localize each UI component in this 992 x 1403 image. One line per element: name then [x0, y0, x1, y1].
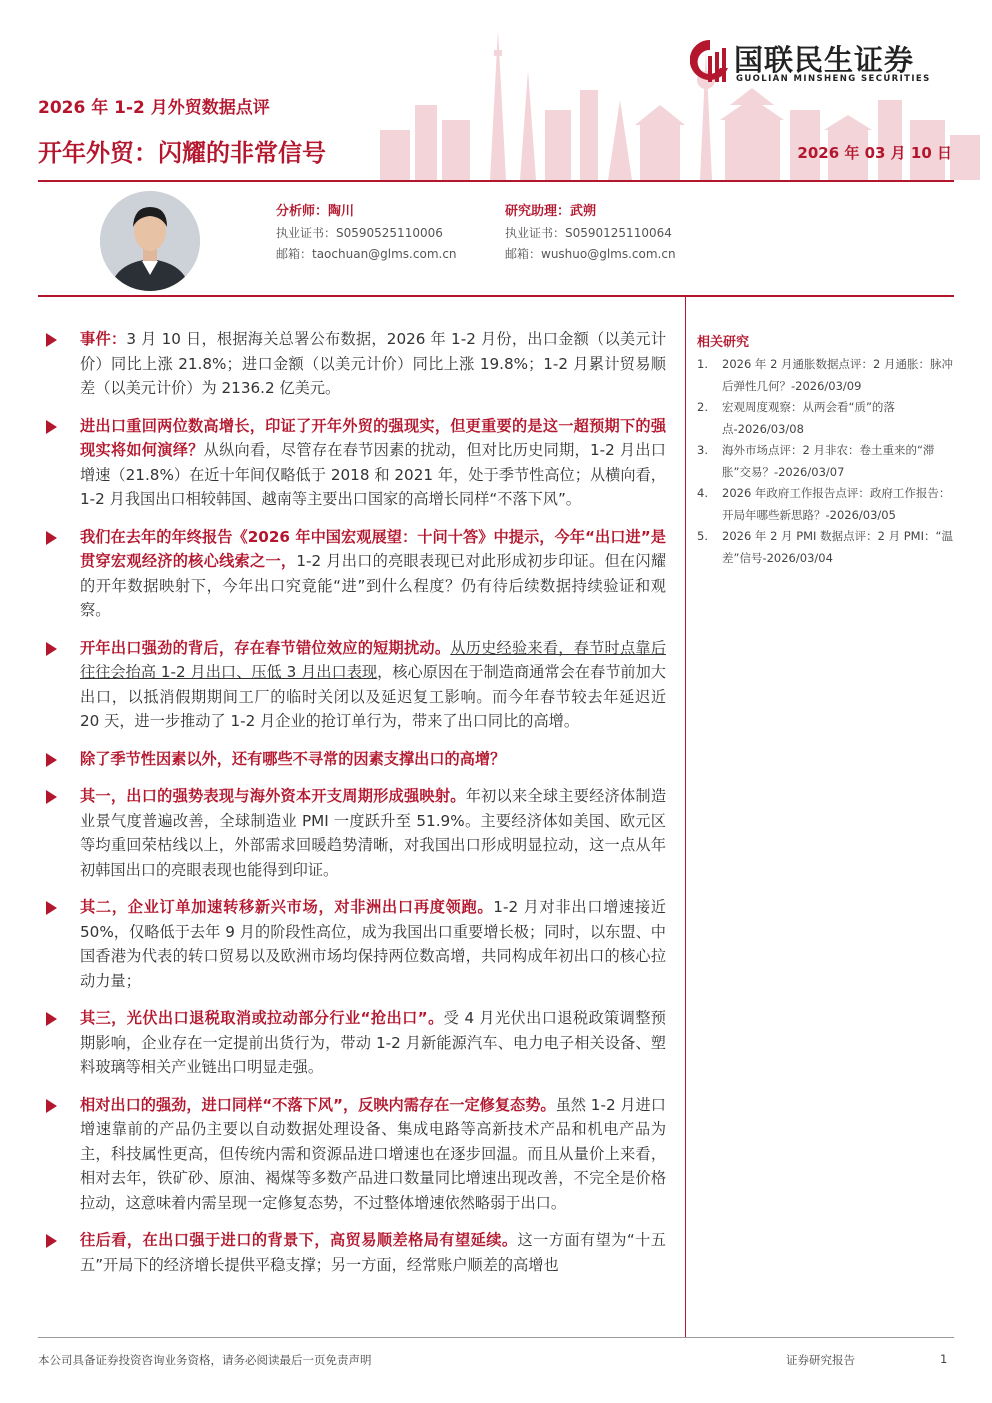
analyst-name: 分析师：陶川: [276, 204, 355, 219]
company-logo: [690, 38, 960, 88]
body-paragraph: [44, 784, 666, 882]
body-text: 从纵向看，尽管存在春节因素的扰动，但对比历史同期，1-2 月出口增速（21.8%）在近十年间仅略低于 2018 和 2021 年，处于季节性高位；从横向看，1-2 月我国出口相较韩国、越南等主要出口国家的高增长同样“不落下风”。: [80, 441, 666, 508]
bullet-arrow-icon: [46, 420, 57, 434]
logo-text-cn: 国联民生证券: [734, 43, 915, 77]
highlight-text: 开年出口强劲的背后，存在春节错位效应的短期扰动。: [80, 638, 451, 657]
header-rule: [38, 180, 954, 182]
body-paragraph: [44, 414, 666, 512]
analyst-email[interactable]: 邮箱：taochuan@glms.com.cn: [276, 247, 457, 261]
item-text: 2026 年政府工作报告点评：政府工作报告：开局年哪些新思路？-2026/03/05: [722, 486, 951, 522]
body-paragraph: [44, 636, 666, 734]
related-research-list: [697, 354, 955, 569]
report-type: 2026 年 1-2 月外贸数据点评: [38, 98, 270, 118]
item-number: 3.: [697, 443, 708, 457]
bullet-arrow-icon: [46, 753, 57, 767]
highlight-text: 相对出口的强劲，进口同样“不落下风”，反映内需存在一定修复态势。: [80, 1095, 556, 1114]
body-text: 1-2 月对非出口增速接近 50%，仅略低于去年 9 月的阶段性高位，成为我国出口重要增长极；同时，以东盟、中国香港为代表的转口贸易以及欧洲市场均保持两位数高增，共同构成年初出口的核心拉动力量；: [80, 898, 666, 990]
item-number: 1.: [697, 357, 708, 371]
highlight-text: 往后看，在出口强于进口的背景下，高贸易顺差格局有望延续。: [80, 1231, 518, 1249]
highlight-text: 事件：: [80, 330, 127, 348]
report-body: [44, 327, 666, 1290]
bullet-arrow-icon: [46, 642, 57, 656]
bullet-arrow-icon: [46, 1099, 57, 1113]
item-text: 2026 年 2 月 PMI 数据点评：2 月 PMI：“温差”信号-2026/03/04: [722, 529, 953, 565]
body-paragraph: [44, 1228, 666, 1277]
bullet-arrow-icon: [46, 531, 57, 545]
related-research-item[interactable]: [697, 354, 955, 397]
item-number: 4.: [697, 486, 708, 500]
item-number: 5.: [697, 529, 708, 543]
related-research-item[interactable]: [697, 440, 955, 483]
body-text: 年初以来全球主要经济体制造业景气度普遍改善，全球制造业 PMI 一度跃升至 51.9%。主要经济体如美国、欧元区等均重回荣枯线以上，外部需求回暖趋势清晰，对我国出口形成明显拉动，这一点从年初韩国出口的亮眼表现也能得到印证。: [80, 787, 667, 879]
logo-mark-icon: [690, 38, 730, 84]
body-paragraph: [44, 1006, 666, 1080]
body-text: 3 月 10 日，根据海关总署公布数据，2026 年 1-2 月份，出口金额（以美元计价）同比上涨 21.8%；进口金额（以美元计价）同比上涨 19.8%；1-2 月累计贸易顺差（以美元计价）为 2136.2 亿美元。: [80, 330, 667, 397]
body-paragraph: [44, 327, 666, 401]
highlight-text: 其二，企业订单加速转移新兴市场，对非洲出口再度领跑。: [80, 898, 494, 916]
footer-report-kind: 证券研究报告: [786, 1353, 855, 1367]
assistant-email[interactable]: 邮箱：wushuo@glms.com.cn: [505, 247, 676, 261]
report-date: 2026 年 03 月 10 日: [797, 144, 952, 162]
analyst-cert: 执业证书：S0590525110006: [276, 225, 443, 240]
item-text: 海外市场点评：2 月非农：卷土重来的“滞胀”交易？-2026/03/07: [722, 443, 935, 479]
assistant-name: 研究助理：武朔: [505, 204, 597, 219]
body-text: 虽然 1-2 月进口增速靠前的产品仍主要以自动数据处理设备、集成电路等高新技术产品和机电产品为主，科技属性更高，但传统内需和资源品进口增速也在逐步回温。而且从量价上来看，相对去年，铁矿砂、原油、褐煤等多数产品进口数量同比增速出现改善，不完全是价格拉动，这意味着内需呈现一定修复态势，不过整体增速依然略弱于出口。: [80, 1095, 666, 1212]
body-text: 这一方面有望为“十五五”开局下的经济增长提供平稳支撑；另一方面，经常账户顺差的高增也: [80, 1231, 666, 1274]
item-text: 2026 年 2 月通胀数据点评：2 月通胀：脉冲后弹性几何？-2026/03/09: [722, 357, 954, 393]
highlight-text: 其一，出口的强势表现与海外资本开支周期形成强映射。: [80, 787, 466, 805]
item-text: 宏观周度观察：从两会看“质”的落点-2026/03/08: [722, 400, 895, 436]
bullet-arrow-icon: [46, 790, 57, 804]
analyst-info-2: [505, 201, 676, 266]
page-number: 1: [940, 1352, 948, 1366]
footer-disclaimer: 本公司具备证券投资咨询业务资格，请务必阅读最后一页免责声明: [38, 1353, 372, 1367]
related-research-item[interactable]: [697, 526, 955, 569]
body-paragraph: [44, 1093, 666, 1216]
footer-rule: [38, 1337, 954, 1338]
highlight-text: 进出口重回两位数高增长，印证了开年外贸的强现实，但更重要的是这一超预期下的强现实将如何演绎？: [80, 416, 666, 459]
body-paragraph: [44, 895, 666, 993]
related-research: [697, 331, 955, 569]
logo-text-en: GUOLIAN MINSHENG SECURITIES: [736, 74, 931, 84]
body-paragraph: [44, 525, 666, 623]
related-research-title: 相关研究: [697, 335, 750, 350]
body-text: 受 4 月光伏出口退税政策调整预期影响，企业存在一定提前出货行为，带动 1-2 月新能源汽车、电力电子相关设备、塑料玻璃等相关产业链出口明显走强。: [80, 1009, 666, 1076]
related-research-item[interactable]: [697, 397, 955, 440]
body-paragraph: [44, 747, 666, 772]
underlined-text: 从历史经验来看，春节时点靠后往往会抬高 1-2 月出口、压低 3 月出口表现: [80, 638, 667, 681]
item-number: 2.: [697, 400, 708, 414]
analyst-rule: [38, 295, 954, 297]
assistant-cert: 执业证书：S0590125110064: [505, 225, 672, 240]
body-text: 1-2 月出口的亮眼表现已对此形成初步印证。但在闪耀的开年数据映射下，今年出口究竟能“进”到什么程度？仍有待后续数据持续验证和观察。: [80, 552, 667, 619]
highlight-text: 其三，光伏出口退税取消或拉动部分行业“抢出口”。: [80, 1009, 444, 1027]
analyst-info-1: [276, 201, 457, 266]
bullet-arrow-icon: [46, 1234, 57, 1248]
bullet-arrow-icon: [46, 333, 57, 347]
person-photo-icon: [100, 191, 200, 291]
body-text: ，核心原因在于制造商通常会在春节前加大出口，以抵消假期期间工厂的临时关闭以及延迟复工影响。而今年春节较去年延迟近 20 天，进一步推动了 1-2 月企业的抢订单行为，带来了出口同比的高增。: [80, 663, 666, 730]
bullet-arrow-icon: [46, 901, 57, 915]
analyst-avatar: [100, 191, 200, 291]
column-divider: [685, 297, 686, 1337]
report-title: 开年外贸：闪耀的非常信号: [38, 139, 326, 167]
related-research-item[interactable]: [697, 483, 955, 526]
bullet-arrow-icon: [46, 1012, 57, 1026]
highlight-text: 我们在去年的年终报告《2026 年中国宏观展望：十问十答》中提示，今年“出口进”是贯穿宏观经济的核心线索之一，: [80, 527, 666, 570]
highlight-text: 除了季节性因素以外，还有哪些不寻常的因素支撑出口的高增？: [80, 749, 506, 768]
